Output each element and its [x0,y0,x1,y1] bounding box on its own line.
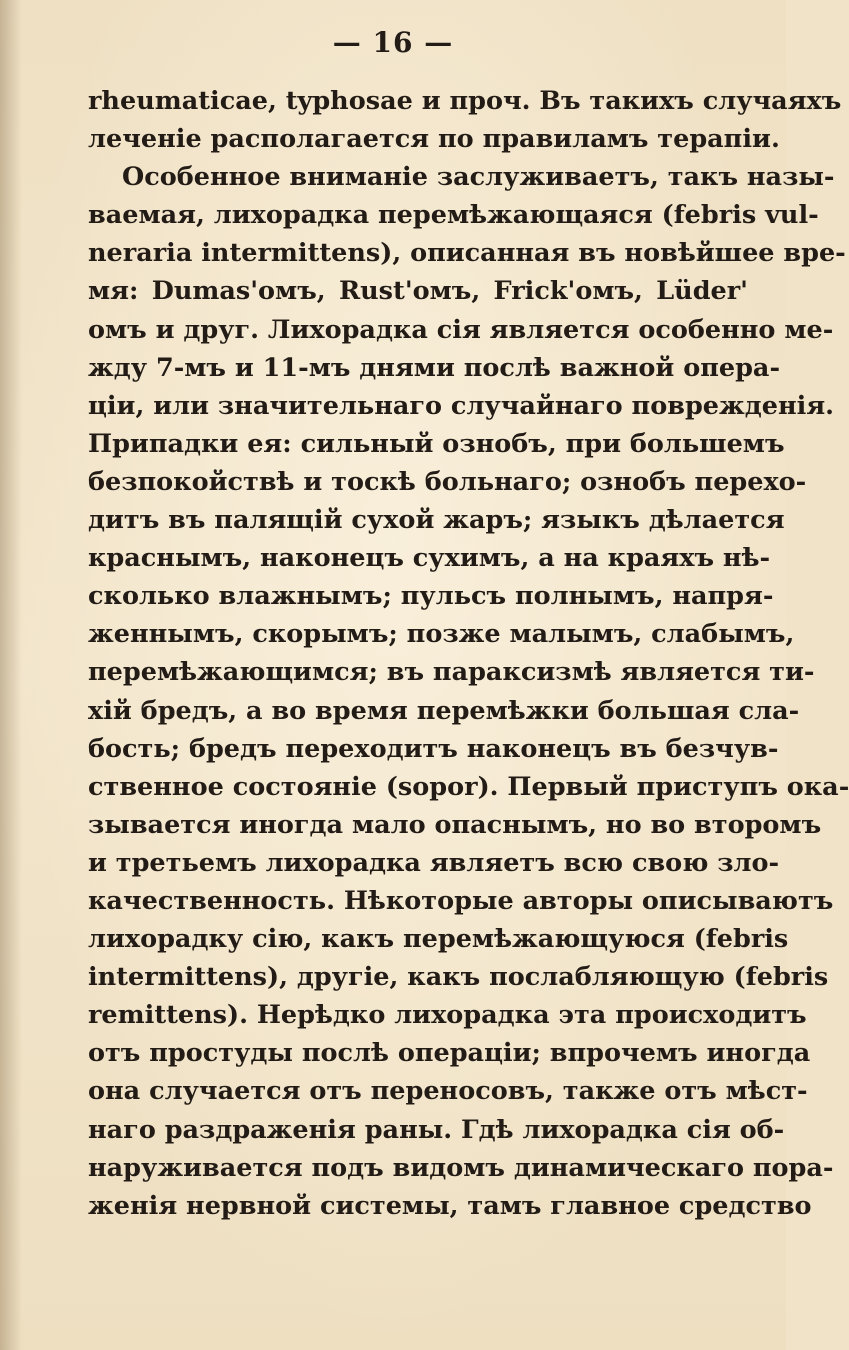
body-text [88,82,849,1225]
text-line: наго раздраженія раны. Гдѣ лихорадка сія об- [88,1114,785,1145]
text-line: neraria intermittens), описанная въ новѣйшее вре- [88,238,846,269]
text-line: наруживается подъ видомъ динамическаго пора- [88,1152,834,1183]
text-line: качественность. Нѣкоторые авторы описываютъ [88,885,834,916]
text-line: rheumaticae, typhosae и проч. Въ такихъ случаяхъ [88,86,842,116]
text-line: дитъ въ палящій сухой жаръ; языкъ дѣлается [88,505,785,536]
text-line: Припадки ея: сильный ознобъ, при большемъ [88,428,785,459]
text-line: женнымъ, скорымъ; позже малымъ, слабымъ, [88,619,795,650]
text-line: она случается отъ переносовъ, также отъ мѣст- [88,1076,808,1107]
text-line: и третьемъ лихорадка являетъ всю свою зло- [88,847,780,878]
text-line: ственное состояніе (sopor). Первый приступъ ока- [88,771,849,802]
text-line: жду 7-мъ и 11-мъ днями послѣ важной опера- [88,352,781,383]
text-line: мя: Dumas'омъ, Rust'омъ, Frick'омъ, Lüder' [88,276,748,307]
text-line: отъ простуды послѣ операціи; впрочемъ иногда [88,1038,811,1069]
text-line: хій бредъ, а во время перемѣжки большая сла- [88,695,800,726]
text-line: remittens). Нерѣдко лихорадка эта происходитъ [88,1000,807,1031]
text-line: женія нервной системы, тамъ главное средство [88,1190,812,1221]
gutter-shadow [0,0,22,1350]
text-line: омъ и друг. Лихорадка сія является особенно ме- [88,314,834,345]
text-line: перемѣжающимся; въ параксизмѣ является ти- [88,657,815,688]
text-line: бость; бредъ переходитъ наконецъ въ безчув- [88,733,779,764]
text-line: лихорадку сію, какъ перемѣжающуюся (febris [88,924,789,955]
text-line: сколько влажнымъ; пульсъ полнымъ, напря- [88,581,774,612]
text-line: безпокойствѣ и тоскѣ больнаго; ознобъ перехо- [88,466,807,497]
text-line: леченіе располагается по правиламъ терапіи. [88,124,780,155]
page-number: — 16 — [332,26,454,59]
text-line: intermittens), другіе, какъ послабляющую (febris [88,962,829,993]
text-line: ваемая, лихорадка перемѣжающаяся (febris vul- [88,200,819,231]
text-line: ціи, или значительнаго случайнаго поврежденія. [88,390,835,421]
text-line: зывается иногда мало опаснымъ, но во второмъ [88,809,822,840]
text-line: краснымъ, наконецъ сухимъ, а на краяхъ нѣ- [88,543,771,574]
text-line: Особенное вниманіе заслуживаетъ, такъ назы- [122,162,835,193]
